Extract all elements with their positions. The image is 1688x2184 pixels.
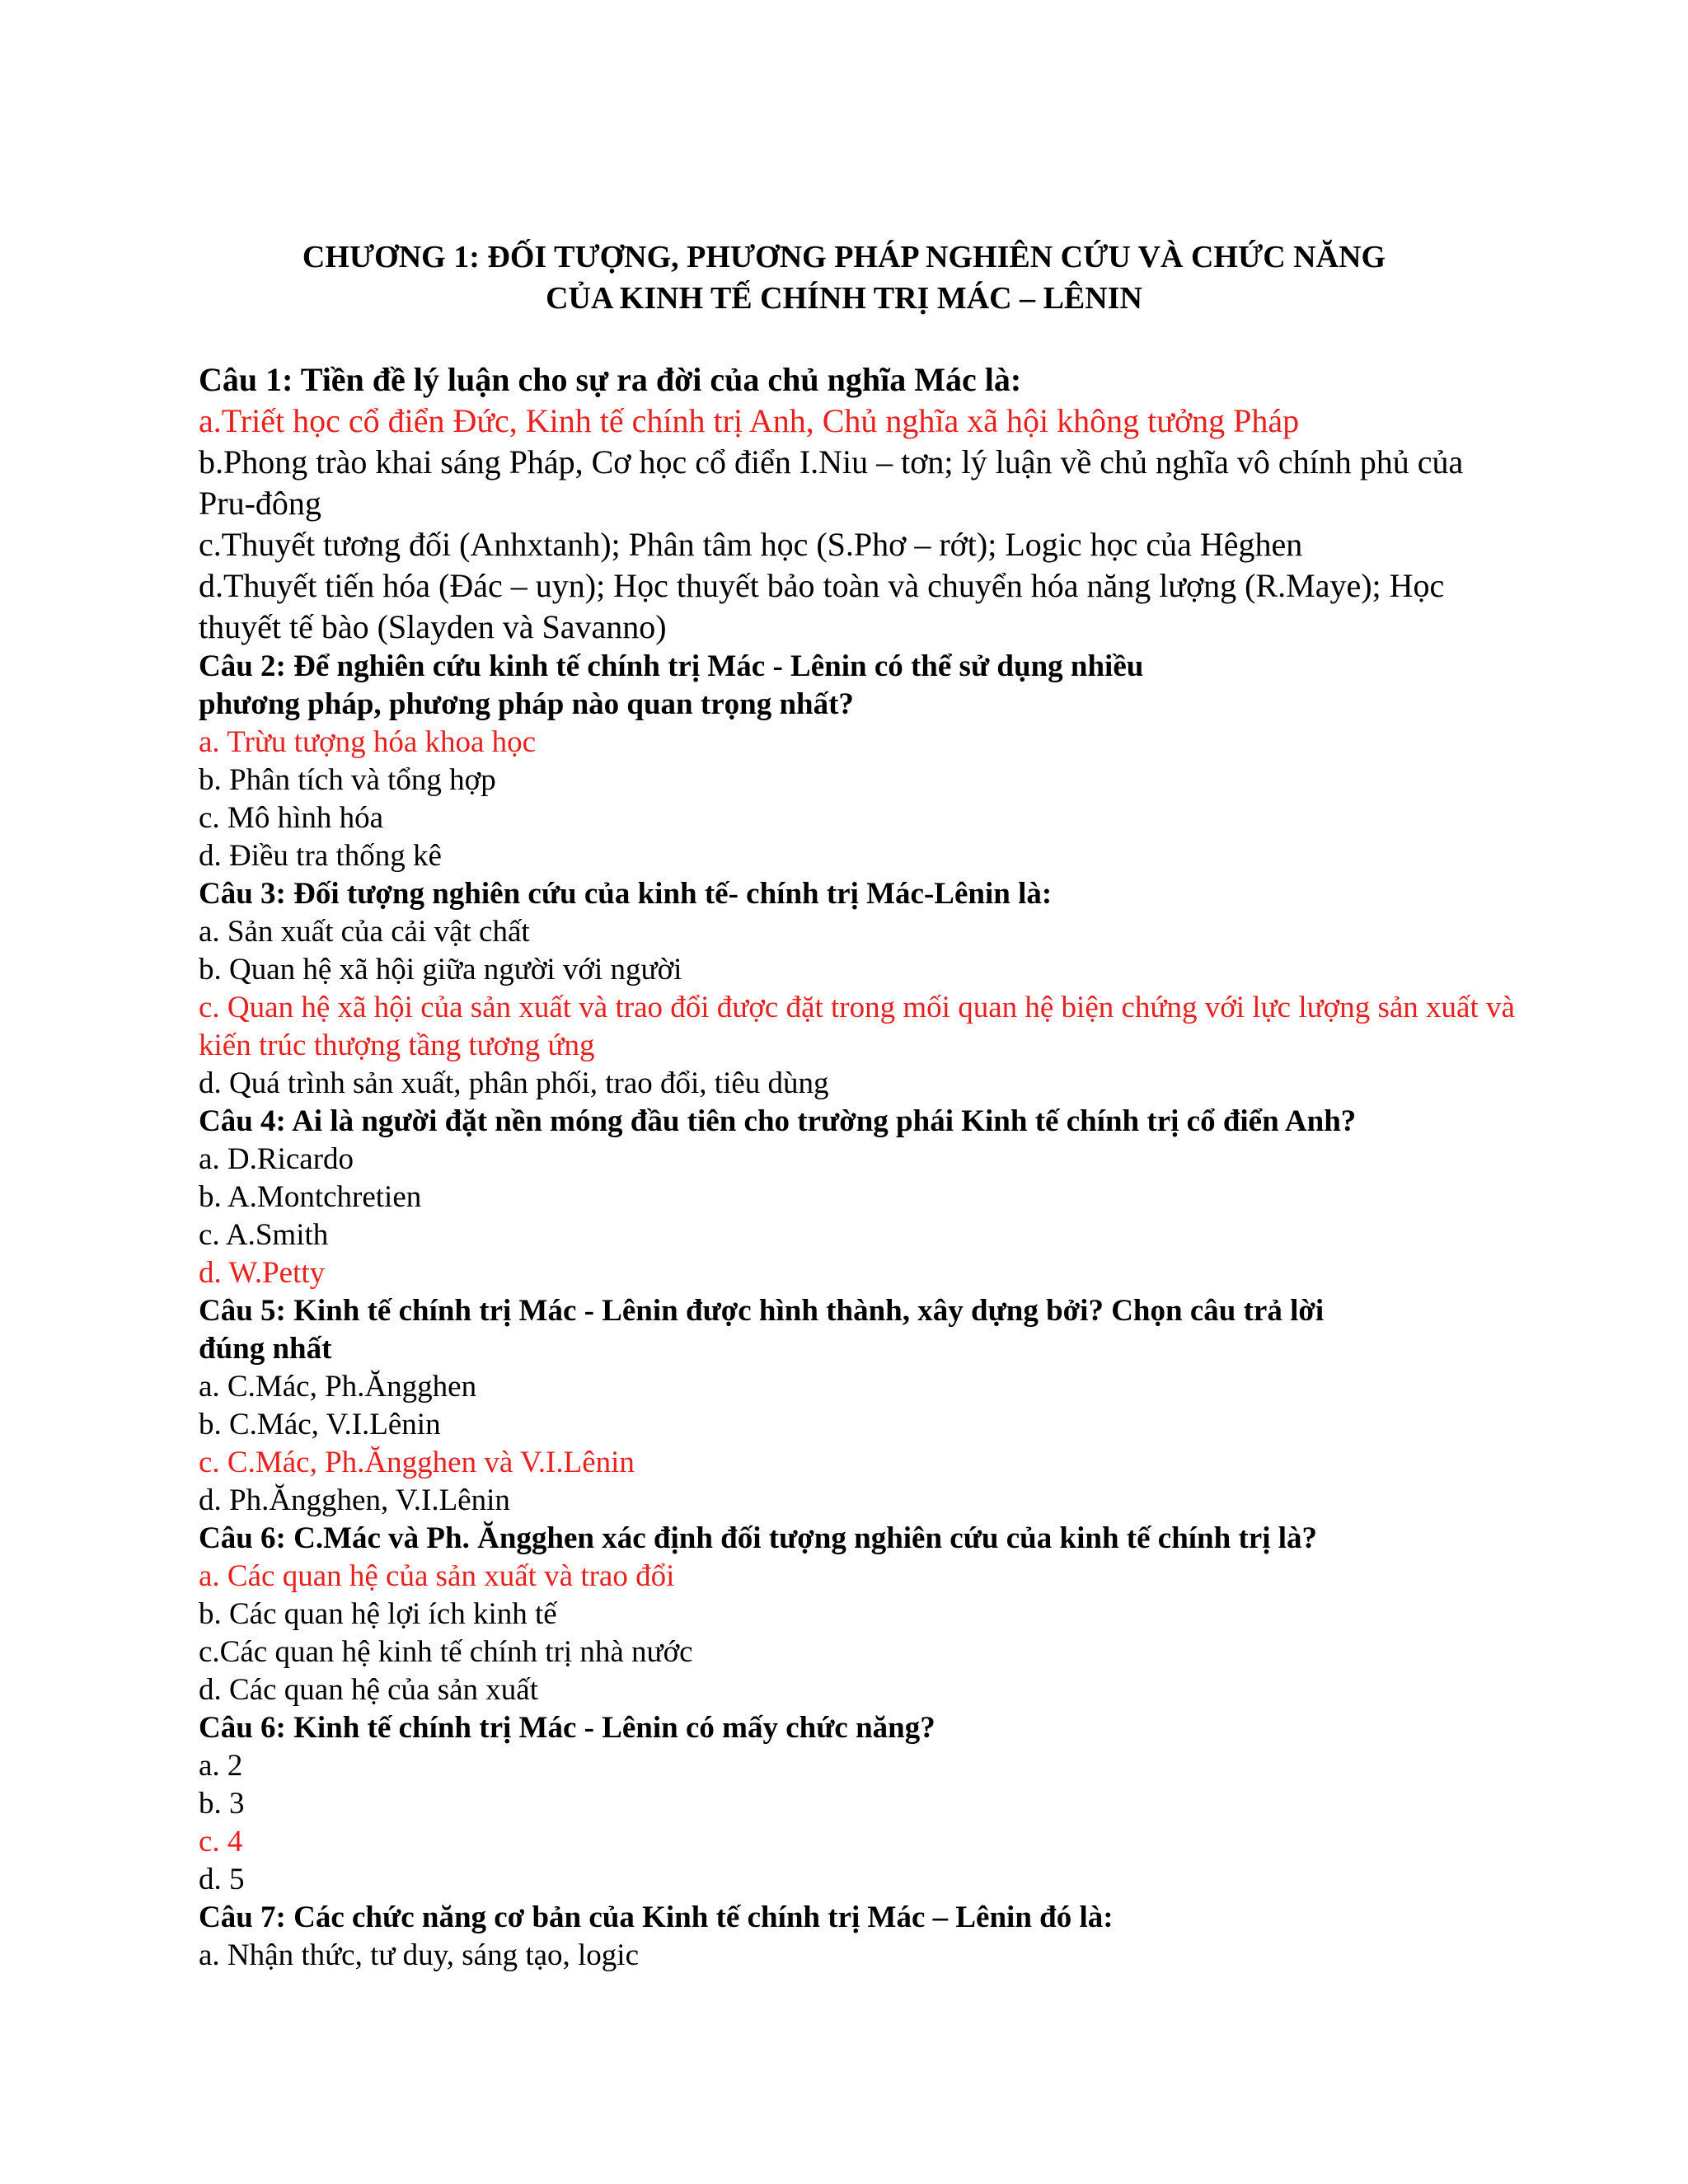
question-block [199,1103,1517,1292]
answer-option: a. Sản xuất của cải vật chất [199,915,530,949]
answer-option-correct: c. 4 [199,1825,243,1858]
answer-option: c. Mô hình hóa [199,801,384,835]
question-text: Câu 5: Kinh tế chính trị Mác - Lênin được hình thành, xây dựng bởi? Chọn câu trả lời [199,1294,1325,1328]
question-text: Câu 6: C.Mác và Ph. Ăngghen xác định đối tượng nghiên cứu của kinh tế chính trị là? [199,1521,1318,1555]
question-block [199,1292,1517,1520]
document-title-line-2: CỦA KINH TẾ CHÍNH TRỊ MÁC – LÊNIN [546,281,1142,316]
question-block [199,359,1517,648]
answer-option: d. Ph.Ăngghen, V.I.Lênin [199,1483,510,1517]
question-block [199,1709,1517,1899]
question-list [199,359,1517,1975]
document-title-line-1: CHƯƠNG 1: ĐỐI TƯỢNG, PHƯƠNG PHÁP NGHIÊN CỨU VÀ CHỨC NĂNG [302,240,1386,274]
answer-option: c.Các quan hệ kinh tế chính trị nhà nước [199,1635,693,1669]
question-block [199,875,1517,1103]
answer-option: b. Các quan hệ lợi ích kinh tế [199,1597,557,1631]
answer-option: b. A.Montchretien [199,1180,422,1214]
answer-option: b. 3 [199,1787,245,1821]
question-block [199,1520,1517,1709]
question-text: Câu 7: Các chức năng cơ bản của Kinh tế chính trị Mác – Lênin đó là: [199,1900,1114,1934]
answer-option-correct: a. Trừu tượng hóa khoa học [199,725,537,759]
answer-option: b. C.Mác, V.I.Lênin [199,1408,441,1441]
answer-option-correct: a. Các quan hệ của sản xuất và trao đổi [199,1559,675,1593]
answer-option: a. D.Ricardo [199,1142,354,1176]
question-text: phương pháp, phương pháp nào quan trọng nhất? [199,687,854,721]
question-text: Câu 6: Kinh tế chính trị Mác - Lênin có mấy chức năng? [199,1711,935,1745]
question-text: đúng nhất [199,1332,332,1366]
answer-option: c. A.Smith [199,1218,329,1252]
question-block [199,1899,1517,1975]
answer-option: a. 2 [199,1749,243,1783]
answer-option-correct: a.Triết học cổ điển Đức, Kinh tế chính trị Anh, Chủ nghĩa xã hội không tưởng Pháp [199,402,1300,439]
answer-option: d. Các quan hệ của sản xuất [199,1673,538,1707]
answer-option: a. Nhận thức, tư duy, sáng tạo, logic [199,1938,640,1972]
answer-option-correct: c. C.Mác, Ph.Ăngghen và V.I.Lênin [199,1446,635,1479]
answer-option: d. Quá trình sản xuất, phân phối, trao đổi, tiêu dùng [199,1066,829,1100]
answer-option: a. C.Mác, Ph.Ăngghen [199,1370,477,1404]
answer-option: d.Thuyết tiến hóa (Đác – uyn); Học thuyết bảo toàn và chuyển hóa năng lượng (R.Maye); Học thuyết tế bào (Slayden và Savanno) [199,567,1445,645]
answer-option: d. Điều tra thống kê [199,839,442,873]
answer-option-correct: c. Quan hệ xã hội của sản xuất và trao đổi được đặt trong mối quan hệ biện chứng với lực lượng sản xuất và kiến trúc thượng tầng tương ứng [199,991,1515,1062]
question-block [199,648,1517,875]
answer-option: b.Phong trào khai sáng Pháp, Cơ học cổ điển I.Niu – tơn; lý luận về chủ nghĩa vô chính phủ của Pru-đông [199,443,1464,522]
answer-option: d. 5 [199,1863,245,1896]
question-text: Câu 3: Đối tượng nghiên cứu của kinh tế- chính trị Mác-Lênin là: [199,877,1053,911]
question-text: Câu 4: Ai là người đặt nền móng đầu tiên cho trường phái Kinh tế chính trị cổ điển Anh? [199,1104,1357,1138]
question-text: Câu 1: Tiền đề lý luận cho sự ra đời của chủ nghĩa Mác là: [199,361,1022,398]
answer-option: b. Quan hệ xã hội giữa người với người [199,953,682,987]
answer-option: c.Thuyết tương đối (Anhxtanh); Phân tâm học (S.Phơ – rớt); Logic học của Hêghen [199,526,1303,563]
answer-option-correct: d. W.Petty [199,1256,326,1290]
question-text: Câu 2: Để nghiên cứu kinh tế chính trị Mác - Lênin có thể sử dụng nhiều [199,649,1144,683]
answer-option: b. Phân tích và tổng hợp [199,763,496,797]
